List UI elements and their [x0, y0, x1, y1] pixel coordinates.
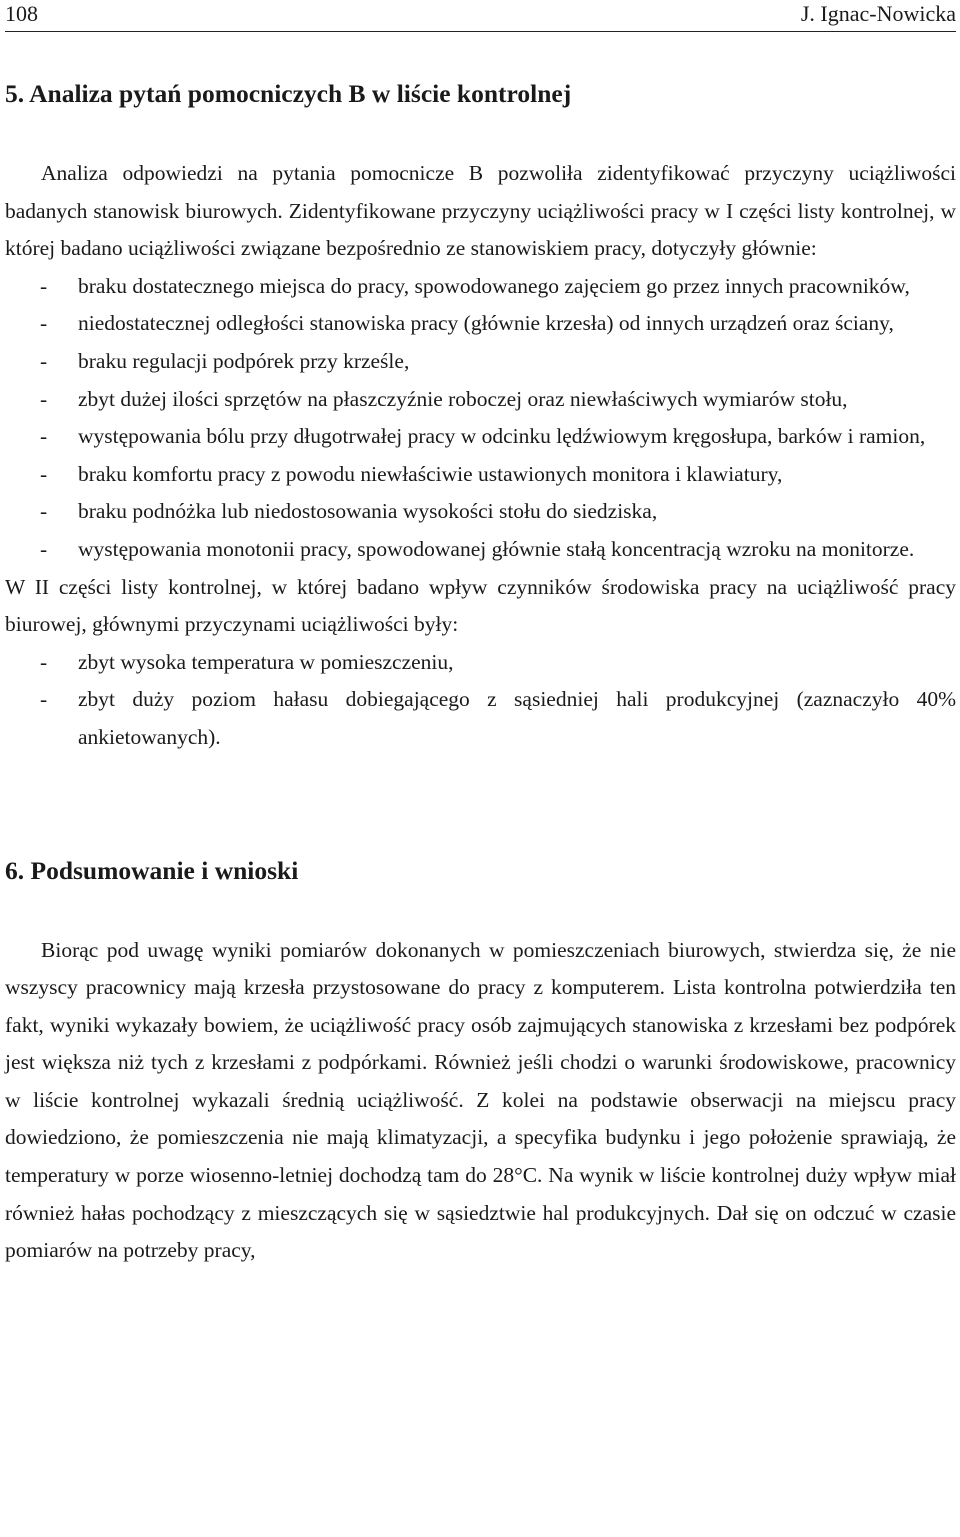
dash-bullet: - [40, 536, 48, 561]
dash-bullet: - [40, 273, 48, 298]
section-5-part-2-paragraph: W II części listy kontrolnej, w której badano wpływ czynników środowiska pracy na uciążliwość pracy biurowej, głównymi przyczynami uciążliwości były: [5, 574, 956, 637]
list-item-text: zbyt duży poziom hałasu dobiegającego z sąsiedniej hali produkcyjnej (zaznaczyło 40% ankietowanych). [78, 687, 956, 749]
running-header [5, 0, 956, 32]
list-item-text: braku komfortu pracy z powodu niewłaściwie ustawionych monitora i klawiatury, [78, 461, 783, 486]
list-item [5, 305, 956, 343]
page-number: 108 [5, 1, 38, 26]
environment-causes-list [5, 644, 956, 757]
list-item [5, 381, 956, 419]
section-5-heading: 5. Analiza pytań pomocniczych B w liście kontrolnej [5, 79, 572, 108]
running-header-author: J. Ignac-Nowicka [800, 1, 956, 26]
section-6-heading: 6. Podsumowanie i wnioski [5, 855, 299, 885]
list-item [5, 493, 956, 531]
dash-bullet: - [40, 461, 48, 486]
section-5-intro-paragraph: Analiza odpowiedzi na pytania pomocnicze B pozwoliła zidentyfikować przyczyny uciążliwości badanych stanowisk biurowych. Zidentyfikowane przyczyny uciążliwości pracy w I części listy kontrolnej, w której badano uciążliwości związane bezpośrednio ze stanowiskiem pracy, dotyczyły głównie: [5, 161, 956, 261]
list-item [5, 268, 956, 306]
section-6-paragraph: Biorąc pod uwagę wyniki pomiarów dokonanych w pomieszczeniach biurowych, stwierdza się, że nie wszyscy pracownicy mają krzesła przystosowane do pracy z komputerem. Lista kontrolna potwierdziła ten fakt, wyniki wykazały bowiem, że uciążliwość pracy osób zajmujących stanowiska z krzesłami bez podpórek jest większa niż tych z krzesłami z podpórkami. Również jeśli chodzi o warunki środowiskowe, pracownicy w liście kontrolnej wykazali średnią uciążliwość. Z kolei na podstawie obserwacji na miejscu pracy dowiedziono, że pomieszczenia nie mają klimatyzacji, a specyfika budynku i jego położenie sprawiają, że temperatury w porze wiosenno-letniej dochodzą tam do 28°C. Na wynik w liście kontrolnej duży wpływ miał również hałas pochodzący z mieszczących się w sąsiedztwie hal produkcyjnych. Dał się on odczuć w czasie pomiarów na potrzeby pracy, [5, 937, 956, 1263]
list-item-text: zbyt wysoka temperatura w pomieszczeniu, [78, 649, 454, 674]
list-item-text: braku regulacji podpórek przy krześle, [78, 348, 410, 373]
dash-bullet: - [40, 348, 48, 373]
dash-bullet: - [40, 424, 48, 449]
list-item-text: braku dostatecznego miejsca do pracy, spowodowanego zajęciem go przez innych pracowników, [78, 273, 910, 298]
dash-bullet: - [40, 649, 48, 674]
list-item [5, 681, 956, 756]
dash-bullet: - [40, 499, 48, 524]
list-item-text: zbyt dużej ilości sprzętów na płaszczyźnie roboczej oraz niewłaściwych wymiarów stołu, [78, 386, 848, 411]
list-item [5, 644, 956, 682]
dash-bullet: - [40, 687, 48, 712]
dash-bullet: - [40, 386, 48, 411]
list-item-text: występowania bólu przy długotrwałej pracy w odcinku lędźwiowym kręgosłupa, barków i ramion, [78, 424, 926, 449]
list-item [5, 418, 956, 456]
list-item [5, 456, 956, 494]
list-item [5, 531, 956, 569]
list-item-text: braku podnóżka lub niedostosowania wysokości stołu do siedziska, [78, 499, 658, 524]
list-item [5, 343, 956, 381]
dash-bullet: - [40, 311, 48, 336]
list-item-text: występowania monotonii pracy, spowodowanej głównie stałą koncentracją wzroku na monitorze. [78, 536, 915, 561]
workstation-causes-list [5, 268, 956, 569]
list-item-text: niedostatecznej odległości stanowiska pracy (głównie krzesła) od innych urządzeń oraz ściany, [78, 311, 894, 336]
